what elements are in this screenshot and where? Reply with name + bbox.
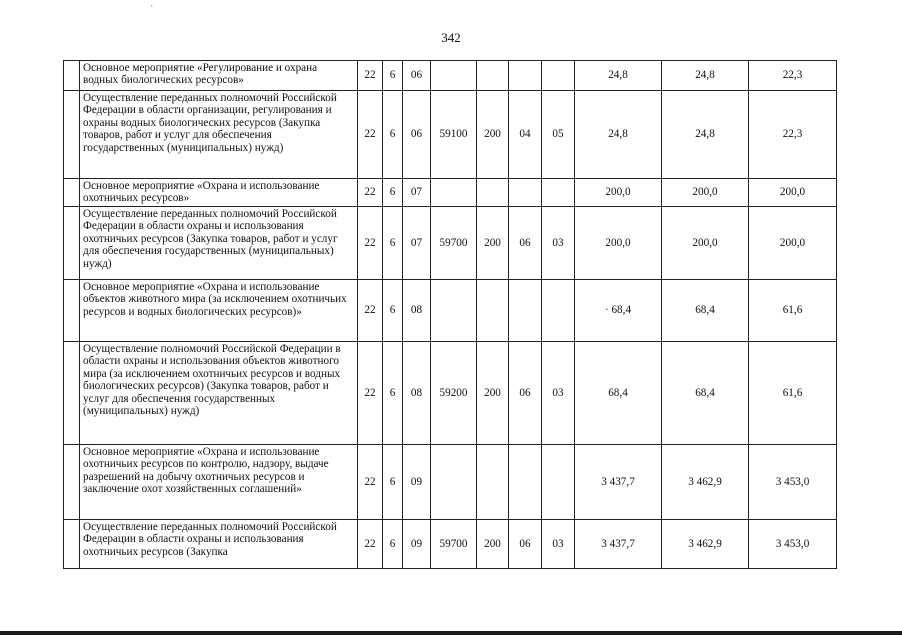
amount-cell: 24,8 xyxy=(662,61,749,91)
code-cell xyxy=(477,445,509,520)
table-row xyxy=(64,207,837,280)
row-description: Осуществление полномочий Российской Федерации в области охраны и использования объектов животного мира (за исключением охотничьих ресурсов и водных биологических ресурсов) (Закупка товаров, работ и услуг для обеспечения государственных (муниципальных) нужд) xyxy=(80,342,358,445)
code-cell: 22 xyxy=(358,179,383,207)
row-marker-cell xyxy=(64,280,80,342)
row-marker-cell xyxy=(64,91,80,179)
table-row xyxy=(64,445,837,520)
amount-cell: 68,4 xyxy=(575,342,662,445)
code-cell xyxy=(542,445,575,520)
code-cell xyxy=(542,179,575,207)
bottom-border xyxy=(0,631,902,635)
code-cell: 200 xyxy=(477,91,509,179)
table-row xyxy=(64,91,837,179)
code-cell: 08 xyxy=(403,342,431,445)
code-cell: 05 xyxy=(542,91,575,179)
amount-cell: 3 462,9 xyxy=(662,520,749,569)
code-cell: 22 xyxy=(358,91,383,179)
code-cell: 59700 xyxy=(431,207,477,280)
code-cell xyxy=(542,61,575,91)
row-description: Основное мероприятие «Регулирование и охрана водных биологических ресурсов» xyxy=(80,61,358,91)
table-row xyxy=(64,61,837,91)
code-cell: 08 xyxy=(403,280,431,342)
code-cell: 59200 xyxy=(431,342,477,445)
code-cell: 06 xyxy=(509,342,542,445)
code-cell: 09 xyxy=(403,445,431,520)
budget-table xyxy=(63,60,837,569)
code-cell: 6 xyxy=(383,207,403,280)
code-cell xyxy=(509,445,542,520)
code-cell: 59100 xyxy=(431,91,477,179)
amount-cell: 24,8 xyxy=(662,91,749,179)
row-marker-cell xyxy=(64,445,80,520)
code-cell: 6 xyxy=(383,179,403,207)
table-body xyxy=(64,61,837,569)
code-cell: 03 xyxy=(542,342,575,445)
code-cell xyxy=(509,61,542,91)
code-cell: 03 xyxy=(542,207,575,280)
code-cell xyxy=(477,179,509,207)
code-cell xyxy=(542,280,575,342)
row-marker-cell xyxy=(64,61,80,91)
page-number: 342 xyxy=(441,30,461,45)
code-cell: 06 xyxy=(509,520,542,569)
amount-cell: 3 437,7 xyxy=(575,520,662,569)
code-cell: 09 xyxy=(403,520,431,569)
code-cell: 59700 xyxy=(431,520,477,569)
amount-cell: · 68,4 xyxy=(575,280,662,342)
code-cell: 22 xyxy=(358,445,383,520)
amount-cell: 3 453,0 xyxy=(749,445,837,520)
row-description: Осуществление переданных полномочий Российской Федерации в области организации, регулирования и охраны водных биологических ресурсов (Закупка товаров, работ и услуг для обеспечения государственных (муниципальных) нужд) xyxy=(80,91,358,179)
row-description: Осуществление переданных полномочий Российской Федерации в области охраны и использования охотничьих ресурсов (Закупка товаров, работ и услуг для обеспечения государственных (муниципальных) нужд) xyxy=(80,207,358,280)
amount-cell: 24,8 xyxy=(575,61,662,91)
code-cell: 22 xyxy=(358,280,383,342)
table-row xyxy=(64,179,837,207)
code-cell: 22 xyxy=(358,61,383,91)
code-cell: 6 xyxy=(383,520,403,569)
table-row xyxy=(64,280,837,342)
code-cell: 6 xyxy=(383,342,403,445)
row-description: Основное мероприятие «Охрана и использование охотничьих ресурсов» xyxy=(80,179,358,207)
code-cell: 06 xyxy=(509,207,542,280)
row-marker-cell xyxy=(64,207,80,280)
amount-cell: 24,8 xyxy=(575,91,662,179)
row-marker-cell xyxy=(64,179,80,207)
amount-cell: 200,0 xyxy=(575,207,662,280)
table-row xyxy=(64,342,837,445)
code-cell: 6 xyxy=(383,445,403,520)
row-description: Осуществление переданных полномочий Российской Федерации в области охраны и использования охотничьих ресурсов (Закупка xyxy=(80,520,358,569)
code-cell: 200 xyxy=(477,342,509,445)
amount-cell: 3 462,9 xyxy=(662,445,749,520)
row-marker-cell xyxy=(64,520,80,569)
code-cell: 22 xyxy=(358,207,383,280)
amount-cell: 200,0 xyxy=(749,179,837,207)
amount-cell: 200,0 xyxy=(575,179,662,207)
amount-cell: 3 437,7 xyxy=(575,445,662,520)
amount-cell: 200,0 xyxy=(662,179,749,207)
amount-cell: 200,0 xyxy=(749,207,837,280)
code-cell: 200 xyxy=(477,520,509,569)
scan-mark: ` xyxy=(150,5,154,16)
code-cell: 200 xyxy=(477,207,509,280)
code-cell xyxy=(431,61,477,91)
amount-cell: 68,4 xyxy=(662,280,749,342)
row-description: Основное мероприятие «Охрана и использование объектов животного мира (за исключением охотничьих ресурсов и водных биологических ресурсов)» xyxy=(80,280,358,342)
table-row xyxy=(64,520,837,569)
code-cell: 6 xyxy=(383,280,403,342)
code-cell xyxy=(431,445,477,520)
amount-cell: 61,6 xyxy=(749,280,837,342)
code-cell xyxy=(431,179,477,207)
row-marker-cell xyxy=(64,342,80,445)
code-cell: 07 xyxy=(403,179,431,207)
code-cell xyxy=(477,61,509,91)
amount-cell: 68,4 xyxy=(662,342,749,445)
code-cell xyxy=(509,280,542,342)
amount-cell: 22,3 xyxy=(749,61,837,91)
code-cell: 04 xyxy=(509,91,542,179)
code-cell: 03 xyxy=(542,520,575,569)
code-cell: 22 xyxy=(358,520,383,569)
code-cell: 6 xyxy=(383,91,403,179)
code-cell: 06 xyxy=(403,91,431,179)
amount-cell: 200,0 xyxy=(662,207,749,280)
amount-cell: 3 453,0 xyxy=(749,520,837,569)
row-description: Основное мероприятие «Охрана и использование охотничьих ресурсов по контролю, надзору, выдаче разрешений на добычу охотничьих ресурсов и заключение охот хозяйственных соглашений» xyxy=(80,445,358,520)
amount-cell: 61,6 xyxy=(749,342,837,445)
code-cell: 6 xyxy=(383,61,403,91)
code-cell: 07 xyxy=(403,207,431,280)
code-cell xyxy=(477,280,509,342)
code-cell: 22 xyxy=(358,342,383,445)
code-cell xyxy=(431,280,477,342)
code-cell xyxy=(509,179,542,207)
code-cell: 06 xyxy=(403,61,431,91)
amount-cell: 22,3 xyxy=(749,91,837,179)
